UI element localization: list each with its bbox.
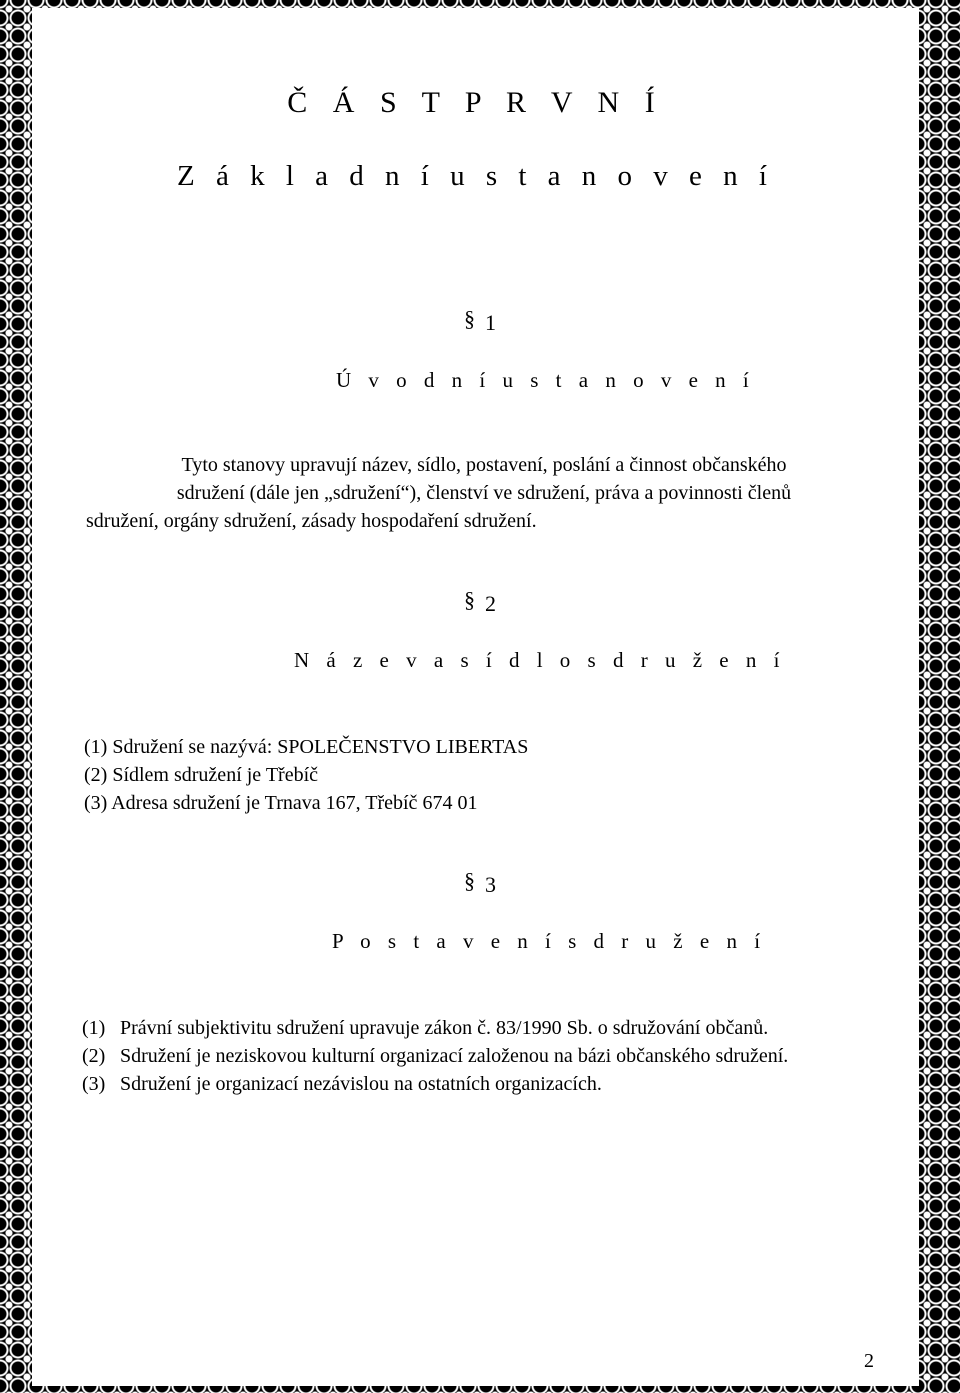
section-number: 3 (485, 872, 496, 897)
section-1-paragraph (84, 451, 884, 535)
list-item: (1) Sdružení se nazývá: SPOLEČENSTVO LIBERTAS (84, 736, 529, 758)
item-text: Právní subjektivitu sdružení upravuje zákon č. 83/1990 Sb. o sdružování občanů. (120, 1017, 769, 1039)
list-item (82, 1042, 882, 1070)
section-1-heading: Ú v o d n í u s t a n o v e n í (336, 368, 755, 392)
section-symbol: § (464, 306, 475, 331)
section-number: 2 (485, 591, 496, 616)
item-text: Sdružení je neziskovou kulturní organizací založenou na bázi občanského sdružení. (120, 1045, 789, 1067)
part-title: Č Á S T P R V N Í (287, 86, 664, 119)
section-2-list (84, 733, 528, 817)
section-3-marker (464, 868, 496, 898)
item-number: (1) (82, 1017, 106, 1039)
list-item (82, 1014, 882, 1042)
section-1-marker (464, 306, 496, 336)
section-symbol: § (464, 868, 475, 893)
section-2-marker (464, 587, 496, 617)
paragraph-line: sdružení (dále jen „sdružení“), členství ve sdružení, práva a povinnosti členů (176, 482, 792, 504)
item-number: (2) (82, 1045, 106, 1067)
list-item: (2) Sídlem sdružení je Třebíč (84, 764, 319, 786)
item-text: Sdružení je organizací nezávislou na ostatních organizacích. (120, 1073, 602, 1095)
document-page (32, 8, 919, 1386)
list-item: (3) Adresa sdružení je Trnava 167, Třebíč 674 01 (84, 792, 478, 814)
section-2-heading: N á z e v a s í d l o s d r u ž e n í (294, 648, 786, 672)
section-symbol: § (464, 587, 475, 612)
section-3-list (82, 1014, 882, 1098)
paragraph-line: Tyto stanovy upravují název, sídlo, postavení, poslání a činnost občanského (181, 454, 787, 476)
page-number: 2 (864, 1350, 874, 1372)
item-number: (3) (82, 1073, 106, 1095)
list-item (82, 1070, 882, 1098)
section-3-heading: P o s t a v e n í s d r u ž e n í (332, 929, 767, 953)
section-number: 1 (485, 310, 496, 335)
paragraph-line: sdružení, orgány sdružení, zásady hospodaření sdružení. (86, 510, 537, 532)
part-subtitle: Z á k l a d n í u s t a n o v e n í (177, 160, 774, 192)
